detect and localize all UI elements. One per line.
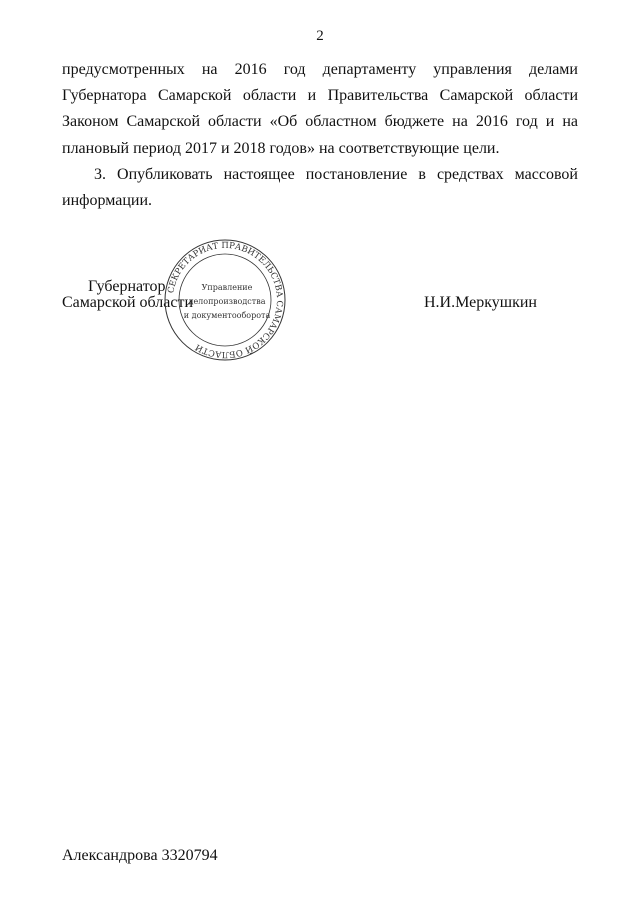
stamp-ring-text: СЕКРЕТАРИАТ ПРАВИТЕЛЬСТВА САМАРСКОЙ ОБЛАСТИ: [166, 240, 285, 360]
stamp-line: делопроизводства: [188, 297, 266, 306]
text-line: Губернатора Самарской области и Правительства Самарской области: [62, 87, 578, 104]
text-line: 3. Опубликовать настоящее постановление в средствах массовой: [94, 166, 578, 183]
footer-executor: Александрова 3320794: [62, 847, 218, 864]
text-line: предусмотренных на 2016 год департаменту управления делами: [62, 61, 578, 78]
signatory-name: Н.И.Меркушкин: [424, 294, 537, 311]
signatory-title: Губернатор: [88, 278, 166, 295]
stamp-line: и документооборота: [183, 311, 271, 320]
text-line: Законом Самарской области «Об областном бюджете на 2016 год и на: [62, 113, 578, 130]
page-number: 2: [316, 28, 324, 44]
text-line: плановый период 2017 и 2018 годов» на соответствующие цели.: [62, 140, 500, 157]
stamp-line: Управление: [201, 283, 253, 292]
official-stamp: [163, 238, 287, 362]
text-line: информации.: [62, 192, 153, 209]
signatory-region: Самарской области: [62, 294, 193, 311]
